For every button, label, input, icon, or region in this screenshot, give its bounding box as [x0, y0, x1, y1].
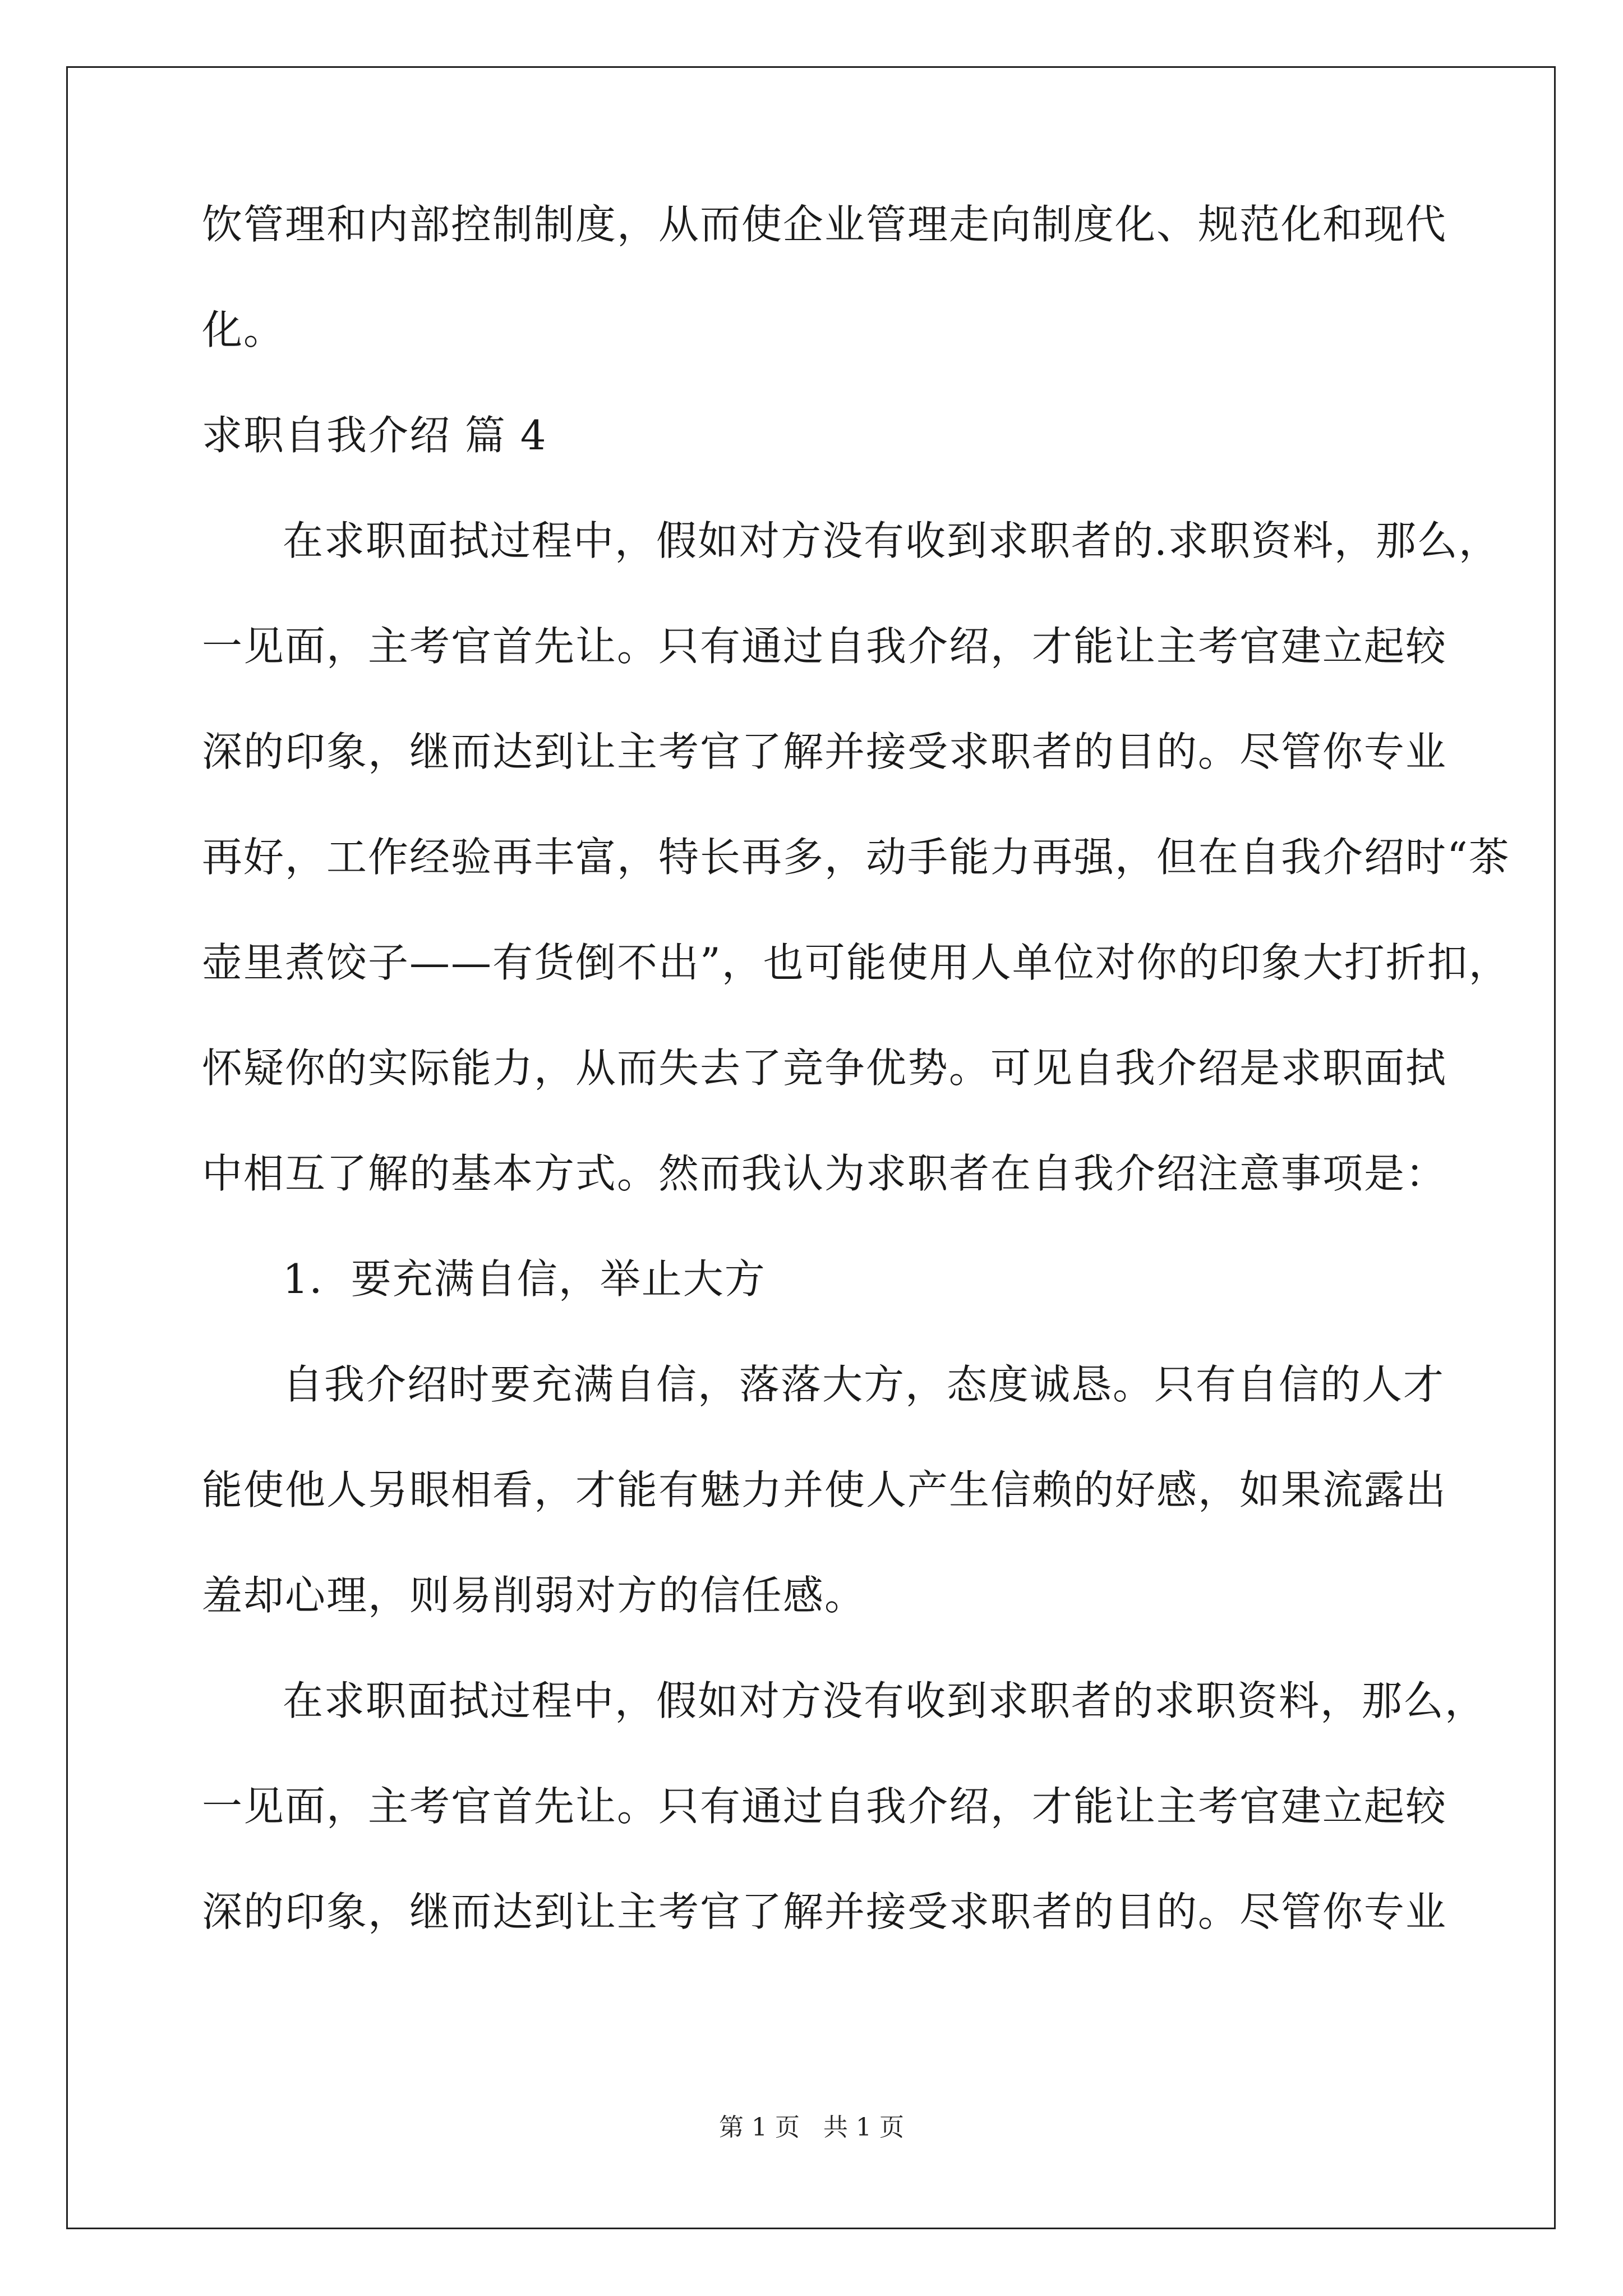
text-line: 化。	[202, 306, 285, 353]
text-line: 壶里煮饺子——有货倒不出”，也可能使用人单位对你的印象大打折扣，	[202, 939, 1510, 986]
text-line: 再好，工作经验再丰富，特长再多，动手能力再强，但在自我介绍时“茶	[202, 834, 1510, 881]
document-body	[202, 196, 1510, 1989]
text-line: 饮管理和内部控制制度，从而使企业管理走向制度化、规范化和现代	[202, 201, 1447, 248]
text-line: 深的印象，继而达到让主考官了解并接受求职者的目的。尽管你专业	[202, 728, 1447, 775]
text-line: 能使他人另眼相看，才能有魅力并使人产生信赖的好感，如果流露出	[202, 1466, 1447, 1513]
list-item-heading: 1．要充满自信，举止大方	[283, 1255, 766, 1303]
text-line: 一见面，主考官首先让。只有通过自我介绍，才能让主考官建立起较	[202, 623, 1447, 670]
text-line: 在求职面拭过程中，假如对方没有收到求职者的求职资料，那么，	[283, 1677, 1487, 1724]
text-line: 深的印象，继而达到让主考官了解并接受求职者的目的。尽管你专业	[202, 1888, 1447, 1935]
section-heading: 求职自我介绍 篇 4	[202, 412, 547, 459]
text-line: 在求职面拭过程中，假如对方没有收到求职者的.求职资料，那么，	[283, 517, 1500, 564]
text-line: 中相互了解的基本方式。然而我认为求职者在自我介绍注意事项是：	[202, 1150, 1447, 1197]
text-line: 羞却心理，则易削弱对方的信任感。	[202, 1572, 866, 1619]
text-line: 怀疑你的实际能力，从而失去了竞争优势。可见自我介绍是求职面拭	[202, 1045, 1447, 1092]
text-line: 自我介绍时要充满自信，落落大方，态度诚恳。只有自信的人才	[283, 1361, 1445, 1408]
page-number-footer: 第 1 页 共 1 页	[719, 2113, 904, 2142]
text-line: 一见面，主考官首先让。只有通过自我介绍，才能让主考官建立起较	[202, 1783, 1447, 1830]
